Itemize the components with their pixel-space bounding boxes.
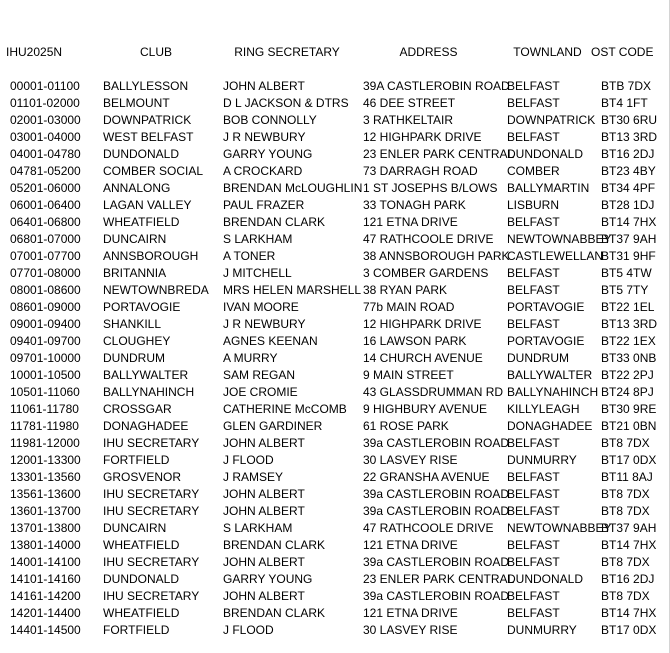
- post-code-cell[interactable]: BT8 7DX: [601, 589, 650, 603]
- ring-range-cell[interactable]: 14001-14100: [10, 555, 81, 569]
- table-row: [0, 503, 670, 520]
- club-cell[interactable]: WHEATFIELD: [103, 538, 180, 552]
- post-code-cell[interactable]: BT17 0DX: [601, 623, 657, 637]
- ring-secretary-cell[interactable]: MRS HELEN MARSHELL: [223, 283, 362, 297]
- ring-secretary-cell[interactable]: GARRY YOUNG: [223, 147, 313, 161]
- townland-cell[interactable]: COMBER: [507, 164, 560, 178]
- club-cell[interactable]: BALLYLESSON: [103, 79, 189, 93]
- club-cell[interactable]: GROSVENOR: [103, 470, 182, 484]
- address-cell[interactable]: 3 RATHKELTAIR: [363, 113, 454, 127]
- club-cell[interactable]: IHU SECRETARY: [103, 555, 200, 569]
- ring-range-cell[interactable]: 13701-13800: [10, 521, 81, 535]
- post-code-cell[interactable]: BT33 0NB: [601, 351, 657, 365]
- ring-secretary-cell[interactable]: GLEN GARDINER: [223, 419, 323, 433]
- table-row: [0, 146, 670, 163]
- club-cell[interactable]: IHU SECRETARY: [103, 504, 200, 518]
- ring-secretary-cell[interactable]: A CROCKARD: [223, 164, 303, 178]
- ring-range-cell[interactable]: 14161-14200: [10, 589, 81, 603]
- townland-cell[interactable]: DUNDRUM: [507, 351, 569, 365]
- post-code-cell[interactable]: BT22 1EL: [601, 300, 655, 314]
- ring-secretary-cell[interactable]: GARRY YOUNG: [223, 572, 313, 586]
- post-code-cell[interactable]: BT13 3RD: [601, 130, 658, 144]
- townland-cell[interactable]: DUNDONALD: [507, 572, 584, 586]
- post-code-cell[interactable]: BT37 9AH: [601, 521, 657, 535]
- ring-range-cell[interactable]: 14201-14400: [10, 606, 81, 620]
- ring-range-cell[interactable]: 09401-09700: [10, 334, 81, 348]
- table-row: [0, 214, 670, 231]
- townland-cell[interactable]: BELFAST: [507, 555, 560, 569]
- club-cell[interactable]: BRITANNIA: [103, 266, 167, 280]
- table-row: [0, 605, 670, 622]
- club-cell[interactable]: IHU SECRETARY: [103, 487, 200, 501]
- address-cell[interactable]: 121 ETNA DRIVE: [363, 215, 458, 229]
- club-cell[interactable]: DOWNPATRICK: [103, 113, 192, 127]
- post-code-cell[interactable]: BT34 4PF: [601, 181, 656, 195]
- townland-cell[interactable]: BELFAST: [507, 79, 560, 93]
- table-row: [0, 112, 670, 129]
- post-code-cell[interactable]: BT31 9HF: [601, 249, 656, 263]
- ring-range-cell[interactable]: 04001-04780: [10, 147, 81, 161]
- ring-range-cell[interactable]: 00001-01100: [10, 79, 80, 93]
- ring-secretary-cell[interactable]: BRENDAN CLARK: [223, 215, 326, 229]
- address-cell[interactable]: 22 GRANSHA AVENUE: [363, 470, 490, 484]
- ring-secretary-cell[interactable]: J MITCHELL: [223, 266, 292, 280]
- post-code-cell[interactable]: BT5 7TY: [601, 283, 649, 297]
- post-code-cell[interactable]: BT14 7HX: [601, 606, 657, 620]
- post-code-cell[interactable]: BT21 0BN: [601, 419, 657, 433]
- table-row: [0, 435, 670, 452]
- ring-range-cell[interactable]: 11781-11980: [10, 419, 79, 433]
- club-cell[interactable]: WHEATFIELD: [103, 606, 180, 620]
- club-cell[interactable]: WEST BELFAST: [103, 130, 194, 144]
- data-rows: [0, 78, 670, 639]
- townland-cell[interactable]: BELFAST: [507, 487, 560, 501]
- club-cell[interactable]: DUNDONALD: [103, 572, 180, 586]
- townland-cell[interactable]: BALLYNAHINCH: [507, 385, 599, 399]
- table-row: [0, 571, 670, 588]
- club-cell[interactable]: BELMOUNT: [103, 96, 170, 110]
- ring-range-cell[interactable]: 06801-07000: [10, 232, 81, 246]
- ring-secretary-cell[interactable]: JOHN ALBERT: [223, 589, 305, 603]
- table-row: [0, 316, 670, 333]
- townland-cell[interactable]: BELFAST: [507, 606, 560, 620]
- address-cell[interactable]: 3 COMBER GARDENS: [363, 266, 489, 280]
- club-cell[interactable]: PORTAVOGIE: [103, 300, 181, 314]
- ring-secretary-cell[interactable]: D L JACKSON & DTRS: [223, 96, 349, 110]
- ring-range-cell[interactable]: 13301-13560: [10, 470, 81, 484]
- ring-range-cell[interactable]: 07001-07700: [10, 249, 81, 263]
- post-code-cell[interactable]: BT24 8PJ: [601, 385, 654, 399]
- club-cell[interactable]: WHEATFIELD: [103, 215, 180, 229]
- ring-secretary-cell[interactable]: S LARKHAM: [223, 521, 293, 535]
- club-cell[interactable]: LAGAN VALLEY: [103, 198, 192, 212]
- ring-range-cell[interactable]: 09701-10000: [10, 351, 81, 365]
- address-cell[interactable]: 121 ETNA DRIVE: [363, 538, 458, 552]
- table-row: [0, 197, 670, 214]
- table-row: [0, 418, 670, 435]
- address-cell[interactable]: 47 RATHCOOLE DRIVE: [363, 521, 494, 535]
- address-cell[interactable]: 33 TONAGH PARK: [363, 198, 466, 212]
- table-row: [0, 367, 670, 384]
- club-cell[interactable]: ANNSBOROUGH: [103, 249, 199, 263]
- post-code-cell[interactable]: BT8 7DX: [601, 436, 650, 450]
- post-code-cell[interactable]: BT14 7HX: [601, 215, 657, 229]
- ring-range-cell[interactable]: 11061-11780: [10, 402, 79, 416]
- ring-secretary-cell[interactable]: AGNES KEENAN: [223, 334, 318, 348]
- address-cell[interactable]: 61 ROSE PARK: [363, 419, 449, 433]
- address-cell[interactable]: 73 DARRAGH ROAD: [363, 164, 478, 178]
- club-cell[interactable]: ANNALONG: [103, 181, 171, 195]
- table-row: [0, 554, 670, 571]
- header-cell-ring-secretary[interactable]: RING SECRETARY: [234, 45, 340, 59]
- post-code-cell[interactable]: BT28 1DJ: [601, 198, 655, 212]
- ring-secretary-cell[interactable]: JOHN ALBERT: [223, 436, 305, 450]
- table-row: [0, 350, 670, 367]
- table-row: [0, 129, 670, 146]
- address-cell[interactable]: 30 LASVEY RISE: [363, 453, 458, 467]
- club-cell[interactable]: DUNCAIRN: [103, 521, 167, 535]
- townland-cell[interactable]: BELFAST: [507, 96, 560, 110]
- ring-secretary-cell[interactable]: JOE CROMIE: [223, 385, 298, 399]
- townland-cell[interactable]: DOWNPATRICK: [507, 113, 596, 127]
- townland-cell[interactable]: PORTAVOGIE: [507, 334, 585, 348]
- club-cell[interactable]: DONAGHADEE: [103, 419, 189, 433]
- address-cell[interactable]: 1 ST JOSEPHS B/LOWS: [363, 181, 498, 195]
- table-row: [0, 299, 670, 316]
- post-code-cell[interactable]: BT16 2DJ: [601, 147, 655, 161]
- post-code-cell[interactable]: BT11 8AJ: [601, 470, 653, 484]
- table-row: [0, 588, 670, 605]
- ring-secretary-cell[interactable]: BRENDAN CLARK: [223, 606, 326, 620]
- address-cell[interactable]: 23 ENLER PARK CENTRAL: [363, 147, 515, 161]
- header-cell-ihu-number[interactable]: IHU2025N: [6, 45, 63, 59]
- townland-cell[interactable]: DUNDONALD: [507, 147, 584, 161]
- ring-range-cell[interactable]: 11981-12000: [10, 436, 80, 450]
- club-cell[interactable]: DUNDRUM: [103, 351, 165, 365]
- post-code-cell[interactable]: BT30 6RU: [601, 113, 658, 127]
- ring-range-cell[interactable]: 01101-02000: [10, 96, 80, 110]
- ring-range-cell[interactable]: 08601-09000: [10, 300, 81, 314]
- address-cell[interactable]: 30 LASVEY RISE: [363, 623, 458, 637]
- ring-range-cell[interactable]: 04781-05200: [10, 164, 81, 178]
- address-cell[interactable]: 46 DEE STREET: [363, 96, 456, 110]
- townland-cell[interactable]: DUNMURRY: [507, 453, 577, 467]
- address-cell[interactable]: 38 RYAN PARK: [363, 283, 448, 297]
- table-row: [0, 452, 670, 469]
- post-code-cell[interactable]: BT8 7DX: [601, 504, 650, 518]
- townland-cell[interactable]: BELFAST: [507, 589, 560, 603]
- post-code-cell[interactable]: BT17 0DX: [601, 453, 657, 467]
- townland-cell[interactable]: BELFAST: [507, 470, 560, 484]
- ring-secretary-cell[interactable]: JOHN ALBERT: [223, 79, 305, 93]
- club-cell[interactable]: DUNDONALD: [103, 147, 180, 161]
- address-cell[interactable]: 39a CASTLEROBIN ROAD: [363, 504, 510, 518]
- ring-range-cell[interactable]: 07701-08000: [10, 266, 81, 280]
- address-cell[interactable]: 16 LAWSON PARK: [363, 334, 467, 348]
- header-cell-address[interactable]: ADDRESS: [399, 45, 458, 59]
- ring-range-cell[interactable]: 09001-09400: [10, 317, 81, 331]
- club-cell[interactable]: FORTFIELD: [103, 453, 170, 467]
- club-cell[interactable]: IHU SECRETARY: [103, 589, 200, 603]
- townland-cell[interactable]: NEWTOWNABBEY: [507, 232, 612, 246]
- address-cell[interactable]: 9 MAIN STREET: [363, 368, 454, 382]
- townland-cell[interactable]: PORTAVOGIE: [507, 300, 585, 314]
- townland-cell[interactable]: NEWTOWNABBEY: [507, 521, 612, 535]
- townland-cell[interactable]: DONAGHADEE: [507, 419, 593, 433]
- ring-range-cell[interactable]: 10001-10500: [10, 368, 81, 382]
- ring-range-cell[interactable]: 06001-06400: [10, 198, 81, 212]
- townland-cell[interactable]: LISBURN: [507, 198, 560, 212]
- table-row: [0, 180, 670, 197]
- table-row: [0, 231, 670, 248]
- table-row: [0, 469, 670, 486]
- ring-range-cell[interactable]: 14401-14500: [10, 623, 81, 637]
- header-cell-townland[interactable]: TOWNLAND: [513, 45, 582, 59]
- table-row: [0, 265, 670, 282]
- address-cell[interactable]: 39a CASTLEROBIN ROAD: [363, 555, 510, 569]
- ring-range-cell[interactable]: 03001-04000: [10, 130, 81, 144]
- ring-range-cell[interactable]: 12001-13300: [10, 453, 81, 467]
- ring-range-cell[interactable]: 02001-03000: [10, 113, 81, 127]
- ring-range-cell[interactable]: 13561-13600: [10, 487, 81, 501]
- townland-cell[interactable]: CASTLEWELLAN: [507, 249, 604, 263]
- address-cell[interactable]: 38 ANNSBOROUGH PARK: [363, 249, 510, 263]
- club-cell[interactable]: BALLYNAHINCH: [103, 385, 195, 399]
- address-cell[interactable]: 43 GLASSDRUMMAN RD: [363, 385, 504, 399]
- club-cell[interactable]: CROSSGAR: [103, 402, 172, 416]
- ring-range-cell[interactable]: 08001-08600: [10, 283, 81, 297]
- address-cell[interactable]: 39a CASTLEROBIN ROAD: [363, 589, 510, 603]
- address-cell[interactable]: 39A CASTLEROBIN ROAD: [363, 79, 510, 93]
- post-code-cell[interactable]: BT5 4TW: [601, 266, 652, 280]
- townland-cell[interactable]: BELFAST: [507, 436, 560, 450]
- ring-secretary-cell[interactable]: SAM REGAN: [223, 368, 296, 382]
- ring-secretary-cell[interactable]: J R NEWBURY: [223, 317, 306, 331]
- townland-cell[interactable]: BELFAST: [507, 504, 560, 518]
- townland-cell[interactable]: DUNMURRY: [507, 623, 577, 637]
- header-row: [0, 44, 670, 61]
- post-code-cell[interactable]: BT8 7DX: [601, 487, 650, 501]
- table-row: [0, 401, 670, 418]
- ring-range-cell[interactable]: 10501-11060: [10, 385, 80, 399]
- club-cell[interactable]: CLOUGHEY: [103, 334, 171, 348]
- address-cell[interactable]: 14 CHURCH AVENUE: [363, 351, 483, 365]
- club-cell[interactable]: IHU SECRETARY: [103, 436, 200, 450]
- post-code-cell[interactable]: BT30 9RE: [601, 402, 657, 416]
- table-row: [0, 248, 670, 265]
- table-row: [0, 486, 670, 503]
- ring-secretary-cell[interactable]: PAUL FRAZER: [223, 198, 305, 212]
- townland-cell[interactable]: BALLYWALTER: [507, 368, 593, 382]
- table-row: [0, 384, 670, 401]
- header-cell-club[interactable]: CLUB: [139, 45, 172, 59]
- table-row: [0, 163, 670, 180]
- table-row: [0, 282, 670, 299]
- club-cell[interactable]: SHANKILL: [103, 317, 162, 331]
- table-row: [0, 520, 670, 537]
- townland-cell[interactable]: BELFAST: [507, 215, 560, 229]
- townland-cell[interactable]: BALLYMARTIN: [507, 181, 590, 195]
- table-row: [0, 537, 670, 554]
- table-row: [0, 78, 670, 95]
- post-code-cell[interactable]: BT23 4BY: [601, 164, 656, 178]
- townland-cell[interactable]: BELFAST: [507, 317, 560, 331]
- ring-secretary-cell[interactable]: J FLOOD: [223, 453, 274, 467]
- address-cell[interactable]: 121 ETNA DRIVE: [363, 606, 458, 620]
- ring-secretary-cell[interactable]: J R NEWBURY: [223, 130, 306, 144]
- post-code-cell[interactable]: BT22 2PJ: [601, 368, 654, 382]
- table-row: [0, 622, 670, 639]
- post-code-cell[interactable]: BT13 3RD: [601, 317, 658, 331]
- club-cell[interactable]: DUNCAIRN: [103, 232, 167, 246]
- ring-secretary-cell[interactable]: IVAN MOORE: [223, 300, 299, 314]
- address-cell[interactable]: 12 HIGHPARK DRIVE: [363, 130, 482, 144]
- ring-range-cell[interactable]: 14101-14160: [10, 572, 81, 586]
- address-cell[interactable]: 39a CASTLEROBIN ROAD: [363, 487, 510, 501]
- ring-secretary-cell[interactable]: BOB CONNOLLY: [223, 113, 317, 127]
- ring-secretary-cell[interactable]: JOHN ALBERT: [223, 487, 305, 501]
- table-row: [0, 95, 670, 112]
- ring-range-cell[interactable]: 13601-13700: [10, 504, 81, 518]
- ring-secretary-cell[interactable]: J FLOOD: [223, 623, 274, 637]
- post-code-cell[interactable]: BT16 2DJ: [601, 572, 655, 586]
- ring-secretary-cell[interactable]: JOHN ALBERT: [223, 504, 305, 518]
- post-code-cell[interactable]: BT8 7DX: [601, 555, 650, 569]
- townland-cell[interactable]: BELFAST: [507, 538, 560, 552]
- address-cell[interactable]: 47 RATHCOOLE DRIVE: [363, 232, 494, 246]
- townland-cell[interactable]: BELFAST: [507, 130, 560, 144]
- ring-range-cell[interactable]: 05201-06000: [10, 181, 81, 195]
- ring-secretary-cell[interactable]: S LARKHAM: [223, 232, 293, 246]
- ring-secretary-cell[interactable]: BRENDAN McLOUGHLIN: [223, 181, 363, 195]
- townland-cell[interactable]: BELFAST: [507, 283, 560, 297]
- post-code-cell[interactable]: BTB 7DX: [601, 79, 652, 93]
- ring-secretary-cell[interactable]: BRENDAN CLARK: [223, 538, 326, 552]
- address-cell[interactable]: 9 HIGHBURY AVENUE: [363, 402, 488, 416]
- post-code-cell[interactable]: BT4 1FT: [601, 96, 648, 110]
- ring-secretary-cell[interactable]: A MURRY: [223, 351, 278, 365]
- address-cell[interactable]: 23 ENLER PARK CENTRAL: [363, 572, 515, 586]
- post-code-cell[interactable]: BT37 9AH: [601, 232, 657, 246]
- ring-range-cell[interactable]: 13801-14000: [10, 538, 81, 552]
- ring-secretary-cell[interactable]: A TONER: [223, 249, 276, 263]
- header-post-code-text: OST CODE: [591, 45, 654, 59]
- club-cell[interactable]: NEWTOWNBREDA: [103, 283, 209, 297]
- address-cell[interactable]: 77b MAIN ROAD: [363, 300, 455, 314]
- ring-range-cell[interactable]: 06401-06800: [10, 215, 81, 229]
- address-cell[interactable]: 39a CASTLEROBIN ROAD: [363, 436, 510, 450]
- address-cell[interactable]: 12 HIGHPARK DRIVE: [363, 317, 482, 331]
- header-cell-post-code[interactable]: [591, 44, 670, 61]
- post-code-cell[interactable]: BT14 7HX: [601, 538, 657, 552]
- townland-cell[interactable]: BELFAST: [507, 266, 560, 280]
- club-cell[interactable]: COMBER SOCIAL: [103, 164, 204, 178]
- ring-secretary-cell[interactable]: J RAMSEY: [223, 470, 284, 484]
- table-row: [0, 333, 670, 350]
- club-cell[interactable]: BALLYWALTER: [103, 368, 189, 382]
- ring-secretary-cell[interactable]: CATHERINE McCOMB: [223, 402, 347, 416]
- ring-secretary-cell[interactable]: JOHN ALBERT: [223, 555, 305, 569]
- townland-cell[interactable]: KILLYLEAGH: [507, 402, 580, 416]
- club-cell[interactable]: FORTFIELD: [103, 623, 170, 637]
- post-code-cell[interactable]: BT22 1EX: [601, 334, 656, 348]
